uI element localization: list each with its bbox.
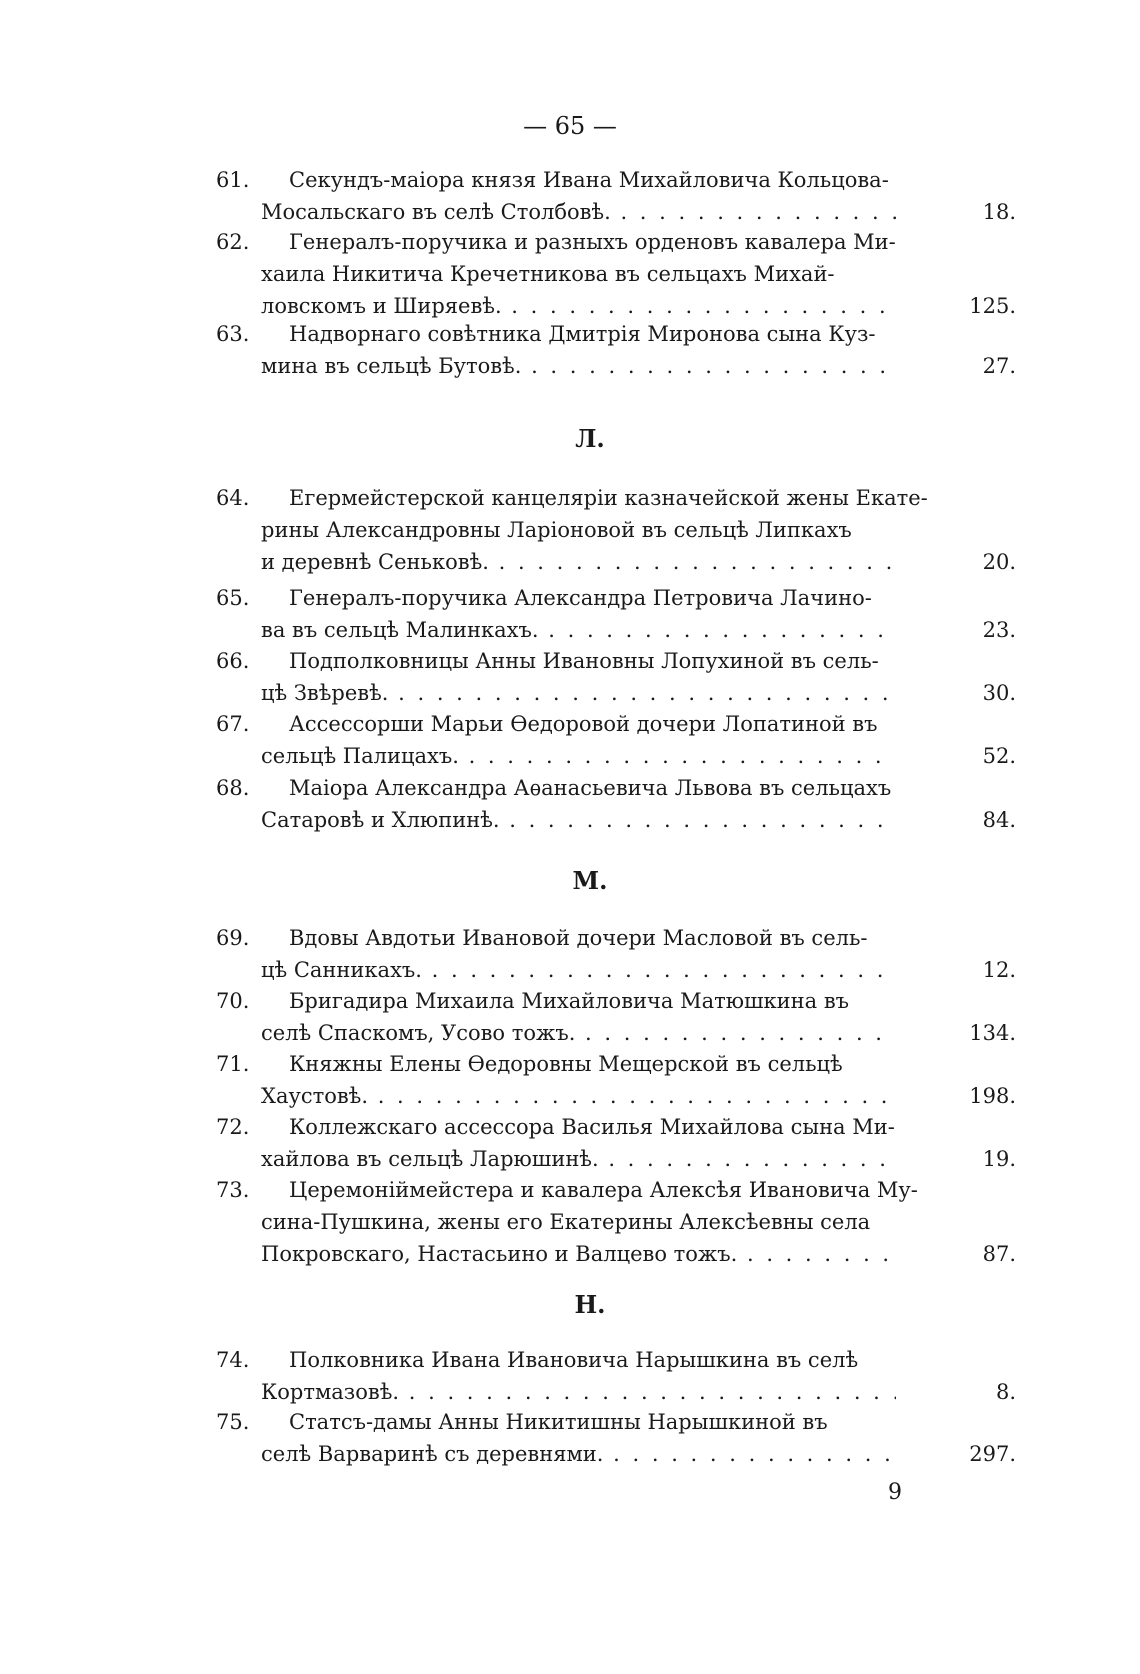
page-number: — 65 —: [523, 112, 617, 140]
entry-text: Подполковницы Анны Ивановны Лопухиной въ сель-: [289, 649, 879, 673]
entry-text: Церемоніймейстера и кавалера Алексѣя Ивановича Му-: [289, 1178, 918, 1202]
entry-page-ref: 18.: [982, 200, 1016, 224]
entry-number: 64.: [216, 486, 250, 510]
entry-text: ва въ сельцѣ Малинкахъ. . . .: [261, 614, 896, 646]
entry-text: ловскомъ и Ширяевѣ. . . .: [261, 290, 896, 322]
entry-page-ref: 12.: [982, 958, 1016, 982]
entry-text: рины Александровны Ларіоновой въ сельцѣ Липкахъ: [261, 518, 852, 542]
entry-text: Генералъ-поручика и разныхъ орденовъ кавалера Ми-: [289, 230, 896, 254]
entry-text: Маіора Александра Аѳанасьевича Львова въ сельцахъ: [289, 776, 892, 800]
entry-text: Вдовы Авдотьи Ивановой дочери Масловой въ сель-: [289, 926, 868, 950]
entry-page-ref: 19.: [982, 1147, 1016, 1171]
entry-page-ref: 134.: [969, 1021, 1016, 1045]
entry-page-ref: 52.: [982, 744, 1016, 768]
entry-text: Бригадира Михаила Михайловича Матюшкина въ: [289, 989, 850, 1013]
entry-text: Покровскаго, Настасьино и Валцево тожъ. . . .: [261, 1238, 896, 1270]
entry-number: 69.: [216, 926, 250, 950]
signature-mark: 9: [888, 1480, 902, 1505]
entry-text: Княжны Елены Ѳедоровны Мещерской въ сельцѣ: [289, 1052, 843, 1076]
entry-number: 71.: [216, 1052, 250, 1076]
entry-number: 63.: [216, 322, 250, 346]
entry: [216, 226, 1016, 322]
entry-page-ref: 20.: [982, 550, 1016, 574]
entry-number: 75.: [216, 1410, 250, 1434]
entry-text: Кортмазовѣ. . . .: [261, 1376, 896, 1408]
entry-number: 66.: [216, 649, 250, 673]
entry-text: сельцѣ Палицахъ. . . .: [261, 740, 896, 772]
entry-text: Полковника Ивана Ивановича Нарышкина въ селѣ: [289, 1348, 859, 1372]
entry: [216, 1174, 1016, 1270]
entry-text: Надворнаго совѣтника Дмитрія Миронова сына Куз-: [289, 322, 876, 346]
entry-text: цѣ Звѣревѣ. . . .: [261, 677, 896, 709]
entry: [216, 645, 1016, 709]
entry-page-ref: 84.: [982, 808, 1016, 832]
section-letter: Л.: [575, 424, 605, 453]
entry-text: Секундъ-маіора князя Ивана Михайловича Кольцова-: [289, 168, 889, 192]
entry-text: селѣ Спаскомъ, Усово тожъ. . . .: [261, 1017, 896, 1049]
entry-text: цѣ Санникахъ. . . .: [261, 954, 896, 986]
entry-number: 74.: [216, 1348, 250, 1372]
entry-text: мина въ сельцѣ Бутовѣ. . . .: [261, 350, 896, 382]
entry-text: хайлова въ сельцѣ Ларюшинѣ. . . .: [261, 1143, 896, 1175]
entry-text: Егермейстерской канцеляріи казначейской жены Екате-: [289, 486, 928, 510]
entry: [216, 1048, 1016, 1112]
entry-page-ref: 30.: [982, 681, 1016, 705]
entry: [216, 318, 1016, 382]
entry: [216, 1111, 1016, 1175]
entry-page-ref: 297.: [969, 1442, 1016, 1466]
entry-text: селѣ Варваринѣ съ деревнями. . . .: [261, 1438, 896, 1470]
entry-page-ref: 125.: [969, 294, 1016, 318]
entry-text: Статсъ-дамы Анны Никитишны Нарышкиной въ: [289, 1410, 828, 1434]
entry-text: Ассессорши Марьи Ѳедоровой дочери Лопатиной въ: [289, 712, 878, 736]
entry-text: Коллежскаго ассессора Василья Михайлова сына Ми-: [289, 1115, 895, 1139]
entry-text: Хаустовѣ. . . .: [261, 1080, 896, 1112]
entry-number: 72.: [216, 1115, 250, 1139]
entry: [216, 1406, 1016, 1470]
entry-page-ref: 27.: [982, 354, 1016, 378]
entry-number: 61.: [216, 168, 250, 192]
entry-number: 65.: [216, 586, 250, 610]
entry-page-ref: 198.: [969, 1084, 1016, 1108]
entry: [216, 582, 1016, 646]
entry-text: хаила Никитича Кречетникова въ сельцахъ Михай-: [261, 262, 835, 286]
entry: [216, 482, 1016, 578]
entry: [216, 985, 1016, 1049]
entry-text: и деревнѣ Сеньковѣ. . . .: [261, 546, 896, 578]
entry-number: 67.: [216, 712, 250, 736]
entry-number: 62.: [216, 230, 250, 254]
entry-number: 70.: [216, 989, 250, 1013]
entry-page-ref: 8.: [995, 1380, 1016, 1404]
entry-text: Генералъ-поручика Александра Петровича Лачино-: [289, 586, 872, 610]
entry-page-ref: 23.: [982, 618, 1016, 642]
entry: [216, 708, 1016, 772]
section-letter: М.: [572, 866, 608, 895]
section-letter: Н.: [574, 1290, 606, 1319]
entry: [216, 164, 1016, 228]
entry-text: сина-Пушкина, жены его Екатерины Алексѣевны села: [261, 1210, 871, 1234]
entry: [216, 772, 1016, 836]
entry-text: Сатаровѣ и Хлюпинѣ. . . .: [261, 804, 896, 836]
entry-text: Мосальскаго въ селѣ Столбовѣ. . . .: [261, 196, 896, 228]
entry-number: 73.: [216, 1178, 250, 1202]
entry-number: 68.: [216, 776, 250, 800]
entry-page-ref: 87.: [982, 1242, 1016, 1266]
entry: [216, 1344, 1016, 1408]
entry: [216, 922, 1016, 986]
